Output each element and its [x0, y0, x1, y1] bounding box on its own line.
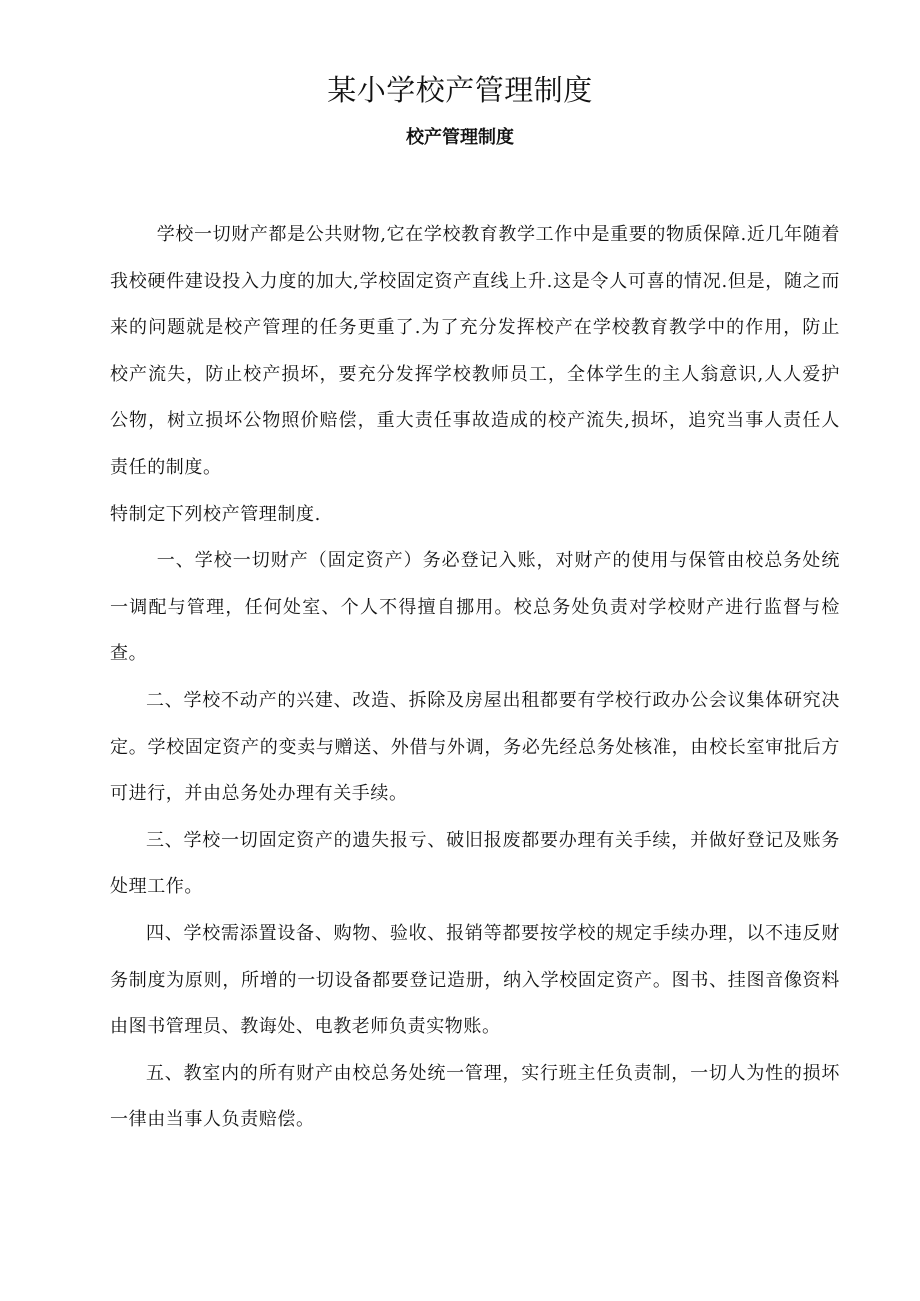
paragraph-rule-1: 一、学校一切财产（固定资产）务必登记入账，对财产的使用与保管由校总务处统一调配与管理，任何处室、个人不得擅自挪用。校总务处负责对学校财产进行监督与检查。	[110, 550, 840, 665]
document-subtitle: 校产管理制度	[406, 127, 514, 148]
paragraph-rule-4: 四、学校需添置设备、购物、验收、报销等都要按学校的规定手续办理，以不违反财务制度为原则，所增的一切设备都要登记造册，纳入学校固定资产。图书、挂图音像资料由图书管理员、教诲处、电教老师负责实物账。	[110, 922, 840, 1038]
document-body	[110, 212, 840, 1144]
paragraph-rule-2: 二、学校不动产的兴建、改造、拆除及房屋出租都要有学校行政办公会议集体研究决定。学校固定资产的变卖与赠送、外借与外调，务必先经总务处核准，由校长室审批后方可进行，并由总务处办理有关手续。	[110, 689, 840, 805]
paragraph-intro: 学校一切财产都是公共财物,它在学校教育教学工作中是重要的物质保障.近几年随着我校硬件建设投入力度的加大,学校固定资产直线上升.这是令人可喜的情况.但是，随之而来的问题就是校产管理的任务更重了.为了充分发挥校产在学校教育教学中的作用，防止校产流失，防止校产损坏，要充分发挥学校教师员工，全体学生的主人翁意识,人人爱护公物，树立损坏公物照价赔偿，重大责任事故造成的校产流失,损坏，追究当事人责任人责任的制度。	[110, 224, 840, 478]
paragraph-lead-in: 特制定下列校产管理制度.	[110, 503, 321, 525]
paragraph-rule-5: 五、教室内的所有财产由校总务处统一管理，实行班主任负责制，一切人为性的损坏一律由当事人负责赔偿。	[110, 1062, 840, 1131]
document-title: 某小学校产管理制度	[327, 73, 593, 107]
paragraph-rule-3: 三、学校一切固定资产的遗失报亏、破旧报废都要办理有关手续，并做好登记及账务处理工作。	[110, 829, 840, 898]
